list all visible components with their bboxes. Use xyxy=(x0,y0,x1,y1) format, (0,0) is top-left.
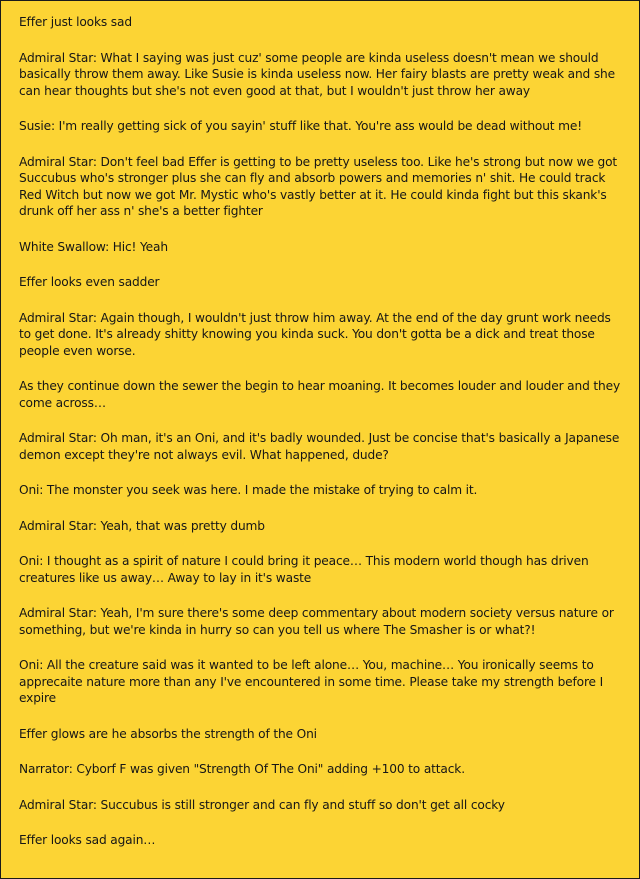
narrator-paragraph: Narrator: Cyborf F was given "Strength Of The Oni" adding +100 to attack. xyxy=(19,762,465,776)
dialogue-paragraph: Oni: The monster you seek was here. I made the mistake of trying to calm it. xyxy=(19,483,478,497)
narration-paragraph: Effer just looks sad xyxy=(19,15,132,29)
dialogue-paragraph: Admiral Star: Oh man, it's an Oni, and it's badly wounded. Just be concise that's basically a Japanese demon except they're not always evil. What happened, dude? xyxy=(19,431,620,462)
dialogue-paragraph: Admiral Star: Yeah, that was pretty dumb xyxy=(19,518,265,533)
dialogue-paragraph: Admiral Star: Yeah, I'm sure there's some deep commentary about modern society versus nature or something, but we're kinda in hurry so can you tell us where The Smasher is or what?! xyxy=(19,606,614,637)
dialogue-paragraph: Susie: I'm really getting sick of you sayin' stuff like that. You're ass would be dead without me! xyxy=(19,119,582,133)
dialogue-paragraph: Admiral Star: What I saying was just cuz' some people are kinda useless doesn't mean we should basically throw them away. Like Susie is kinda useless now. Her fairy blasts are pretty weak and she can hear thoughts but she's not even good at that, but I wouldn't just throw her away xyxy=(19,50,615,98)
dialogue-paragraph: Oni: I thought as a spirit of nature I could bring it peace… This modern world though has driven creatures like us away… Away to lay in it's waste xyxy=(19,554,589,585)
dialogue-paragraph: Oni: All the creature said was it wanted to be left alone… You, machine… You ironically seems to apprecaite nature more than any I've encountered in some time. Please take my strength before I expire xyxy=(19,658,604,705)
narration-paragraph: Effer glows are he absorbs the strength of the Oni xyxy=(19,726,317,741)
narration-paragraph: Effer looks sad again… xyxy=(19,833,156,847)
dialogue-paragraph: Admiral Star: Again though, I wouldn't just throw him away. At the end of the day grunt work needs to get done. It's already shitty knowing you kinda suck. You don't gotta be a dick and treat those people even worse. xyxy=(19,310,611,358)
dialogue-paragraph: Admiral Star: Don't feel bad Effer is getting to be pretty useless too. Like he's strong but now we got Succubus who's stronger plus she can fly and absorb powers and memories n' shit. He could track Red Witch but now we got Mr. Mystic who's vastly better at it. He could kinda fight but this skank's drunk off her ass n' she's a better fighter xyxy=(19,154,618,218)
narration-paragraph: Effer looks even sadder xyxy=(19,275,160,289)
dialogue-paragraph: Admiral Star: Succubus is still stronger and can fly and stuff so don't get all cocky xyxy=(19,797,505,812)
dialogue-paragraph: White Swallow: Hic! Yeah xyxy=(19,239,168,254)
narration-paragraph: As they continue down the sewer the begin to hear moaning. It becomes louder and louder and they come across… xyxy=(19,379,621,410)
